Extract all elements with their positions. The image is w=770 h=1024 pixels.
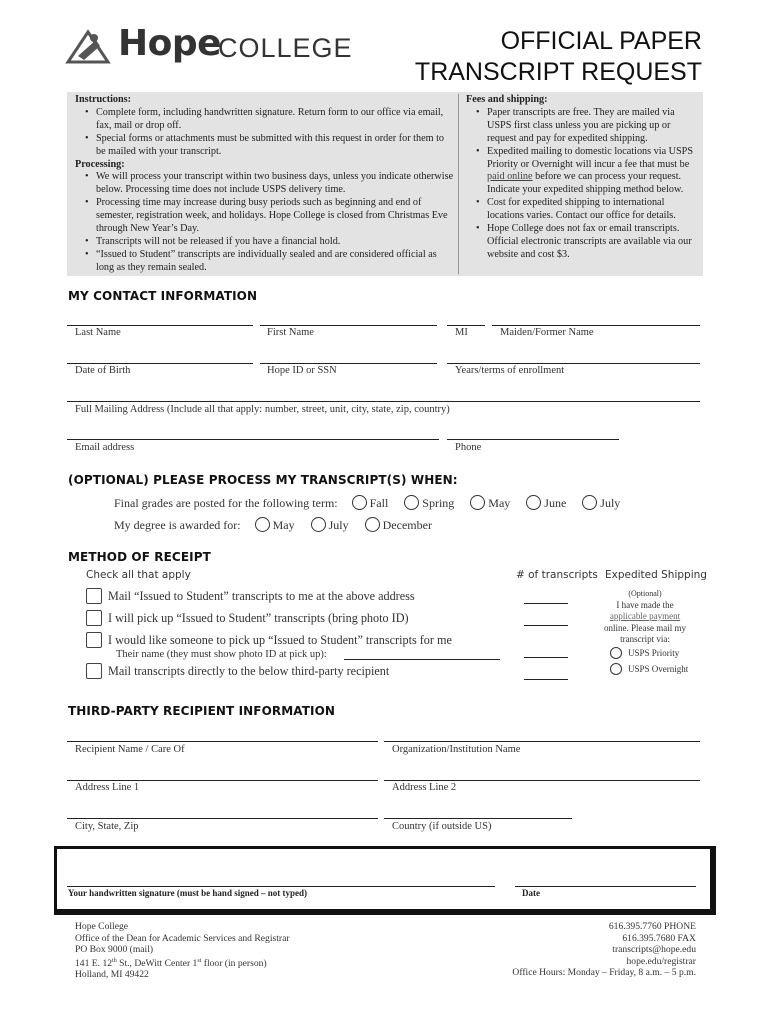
signature-label: Your handwritten signature (must be hand signed – not typed)	[68, 888, 307, 898]
maiden-name-label: Maiden/Former Name	[500, 327, 594, 338]
degree-december[interactable]: December	[365, 518, 432, 532]
expedited-header: Expedited Shipping	[605, 569, 707, 581]
city-field[interactable]	[67, 818, 378, 819]
footer-fax: 616.395.7680 FAX	[622, 932, 696, 944]
email-field[interactable]	[67, 439, 439, 440]
phone-label: Phone	[455, 442, 482, 453]
third-party-heading: THIRD-PARTY RECIPIENT INFORMATION	[68, 704, 336, 718]
first-name-label: First Name	[267, 327, 314, 338]
footer-contact	[512, 921, 696, 979]
their-name-field[interactable]	[344, 659, 500, 660]
fees-item: • Expedited mailing to domestic locations via USPS Priority or Overnight will incur a fee that must be paid online before we can process your request. Indicate your expedited shipping method below.	[466, 146, 698, 198]
processing-item: • Transcripts will not be released if you have a financial hold.	[75, 236, 455, 249]
receipt-heading: METHOD OF RECEIPT	[68, 550, 211, 564]
instruction-item: • Special forms or attachments must be submitted with this request in order for them to be mailed with your transcript.	[75, 133, 455, 159]
recipient-label: Recipient Name / Care Of	[75, 744, 185, 755]
processing-item: • “Issued to Student” transcripts are individually sealed and are considered official as long as they remain sealed.	[75, 249, 455, 275]
term-may[interactable]: May	[470, 496, 510, 510]
radio-circle-icon	[311, 517, 326, 532]
usps-overnight-label: USPS Overnight	[628, 664, 689, 674]
hope-id-field[interactable]	[260, 363, 437, 364]
fees-block: Fees and shipping: • Paper transcripts are free. They are mailed via USPS first class unless you are picking up or request and pay for expedited shipping. • Expedited mailing to domestic locations via USPS Priority or Overnight will incur a fee that must be paid online before we can process your request. Indicate your expedited shipping method below. • Cost for expedited shipping to international locations varies. Contact our office for details. • Hope College does not fax or email transcripts. Official electronic transcripts are available via our website and cost $3.	[466, 94, 698, 262]
contact-heading: MY CONTACT INFORMATION	[68, 289, 258, 303]
footer-phone: 616.395.7760 PHONE	[608, 921, 696, 932]
their-name-label: Their name (they must show photo ID at pick up):	[116, 649, 327, 660]
last-name-label: Last Name	[75, 327, 121, 338]
footer-website[interactable]: hope.edu/registrar	[626, 955, 696, 967]
dob-label: Date of Birth	[75, 365, 131, 376]
usps-priority-label: USPS Priority	[628, 648, 680, 658]
radio-circle-icon	[582, 495, 597, 510]
instructions-block: Instructions: • Complete form, including handwritten signature. Return form to our office via email, fax, mail or drop off. • Special forms or attachments must be submitted with this request in order for them to be mailed with your transcript. Processing: • We will process your transcript within two business days, unless you indicate otherwise below. Processing time does not include USPS delivery time. • Processing time may increase during busy periods such as beginning and end of semester, registration week, and holidays. Hope College is closed from Christmas Eve through New Year’s Day. • Transcripts will not be released if you have a financial hold. • “Issued to Student” transcripts are individually sealed and are considered official as long as they remain sealed.	[75, 94, 455, 275]
radio-circle-icon	[526, 495, 541, 510]
fees-item: • Paper transcripts are free. They are mailed via USPS first class unless you are picking up or request and pay for expedited shipping.	[466, 107, 698, 146]
instruction-item: • Complete form, including handwritten signature. Return form to our office via email, fax, mail or drop off.	[75, 107, 455, 133]
receipt-option-someone: I would like someone to pick up “Issued to Student” transcripts for me	[108, 633, 452, 647]
country-label: Country (if outside US)	[392, 821, 492, 832]
receipt-checkbox-third-party[interactable]	[86, 663, 102, 679]
maiden-name-field[interactable]	[492, 325, 700, 326]
years-label: Years/terms of enrollment	[455, 365, 565, 376]
footer-address: Hope College Office of the Dean for Academic Services and Registrar PO Box 9000 (mail) 141 E. 12th St., DeWitt Center 1st floor (in person) Holland, MI 49422	[75, 921, 290, 981]
country-field[interactable]	[384, 818, 572, 819]
signature-box	[54, 846, 716, 915]
mi-field[interactable]	[447, 325, 485, 326]
address-label: Full Mailing Address (Include all that apply: number, street, unit, city, state, zip, country)	[75, 404, 450, 415]
receipt-option-third-party: Mail transcripts directly to the below third-party recipient	[108, 664, 390, 678]
addr2-field[interactable]	[384, 780, 700, 781]
radio-circle-icon	[470, 495, 485, 510]
term-july[interactable]: July	[582, 496, 620, 510]
radio-circle-icon	[365, 517, 380, 532]
radio-circle-icon	[404, 495, 419, 510]
phone-field[interactable]	[447, 439, 619, 440]
grades-row: Final grades are posted for the following term: Fall Spring May June July	[114, 496, 621, 510]
date-label: Date	[522, 888, 540, 898]
fees-item: • Hope College does not fax or email transcripts. Official electronic transcripts are available via our website and cost $3.	[466, 223, 698, 262]
processing-item: • We will process your transcript within two business days, unless you indicate otherwise below. Processing time does not include USPS delivery time.	[75, 171, 455, 197]
date-field[interactable]	[515, 886, 696, 887]
org-label: Organization/Institution Name	[392, 744, 521, 755]
footer-email[interactable]: transcripts@hope.edu	[612, 944, 696, 955]
signature-field[interactable]	[67, 886, 495, 887]
applicable-payment-link[interactable]: applicable payment	[609, 611, 681, 621]
addr1-field[interactable]	[67, 780, 378, 781]
term-june[interactable]: June	[526, 496, 566, 510]
count-field-pickup[interactable]	[524, 625, 568, 626]
expedited-note: (Optional) I have made the applicable payment online. Please mail my transcript via:	[604, 589, 686, 644]
count-field-third-party[interactable]	[524, 679, 568, 680]
check-all-label: Check all that apply	[86, 569, 191, 581]
num-transcripts-header: # of transcripts	[516, 569, 598, 581]
usps-overnight-radio[interactable]	[610, 663, 622, 675]
mi-label: MI	[455, 327, 468, 338]
receipt-checkbox-mail[interactable]	[86, 588, 102, 604]
org-field[interactable]	[384, 741, 700, 742]
fees-item: • Cost for expedited shipping to international locations varies. Contact our office for details.	[466, 197, 698, 223]
term-fall[interactable]: Fall	[352, 496, 389, 510]
receipt-checkbox-pickup[interactable]	[86, 610, 102, 626]
info-divider	[458, 94, 459, 274]
logo-hope: Hope	[118, 23, 222, 64]
usps-priority-radio[interactable]	[610, 647, 622, 659]
addr2-label: Address Line 2	[392, 782, 457, 793]
address-field[interactable]	[67, 401, 700, 402]
receipt-checkbox-someone[interactable]	[86, 632, 102, 648]
addr1-label: Address Line 1	[75, 782, 140, 793]
logo-college: COLLEGE	[218, 33, 353, 63]
footer-hours: Office Hours: Monday – Friday, 8 a.m. – 5 p.m.	[512, 967, 696, 978]
page-title: OFFICIAL PAPER TRANSCRIPT REQUEST	[414, 27, 702, 86]
term-spring[interactable]: Spring	[404, 496, 454, 510]
recipient-field[interactable]	[67, 741, 378, 742]
hope-logo	[64, 24, 364, 70]
processing-item: • Processing time may increase during busy periods such as beginning and end of semester, registration week, and holidays. Hope College is closed from Christmas Eve through New Year’s Day.	[75, 197, 455, 236]
degree-july[interactable]: July	[311, 518, 349, 532]
count-field-mail[interactable]	[524, 603, 568, 604]
degree-may[interactable]: May	[255, 518, 295, 532]
first-name-field[interactable]	[260, 325, 437, 326]
radio-circle-icon	[255, 517, 270, 532]
city-label: City, State, Zip	[75, 821, 139, 832]
count-field-someone[interactable]	[524, 657, 568, 658]
degree-row: My degree is awarded for: May July December	[114, 518, 432, 532]
paid-online-link[interactable]: paid online	[487, 171, 533, 183]
email-label: Email address	[75, 442, 135, 453]
radio-circle-icon	[352, 495, 367, 510]
dob-field[interactable]	[67, 363, 253, 364]
last-name-field[interactable]	[67, 325, 253, 326]
years-field[interactable]	[447, 363, 700, 364]
optional-heading: (OPTIONAL) PLEASE PROCESS MY TRANSCRIPT(S) WHEN:	[68, 473, 458, 487]
anchor-logo-icon	[64, 26, 112, 66]
receipt-option-mail: Mail “Issued to Student” transcripts to me at the above address	[108, 589, 415, 603]
receipt-option-pickup: I will pick up “Issued to Student” transcripts (bring photo ID)	[108, 611, 409, 625]
hope-id-label: Hope ID or SSN	[267, 365, 337, 376]
